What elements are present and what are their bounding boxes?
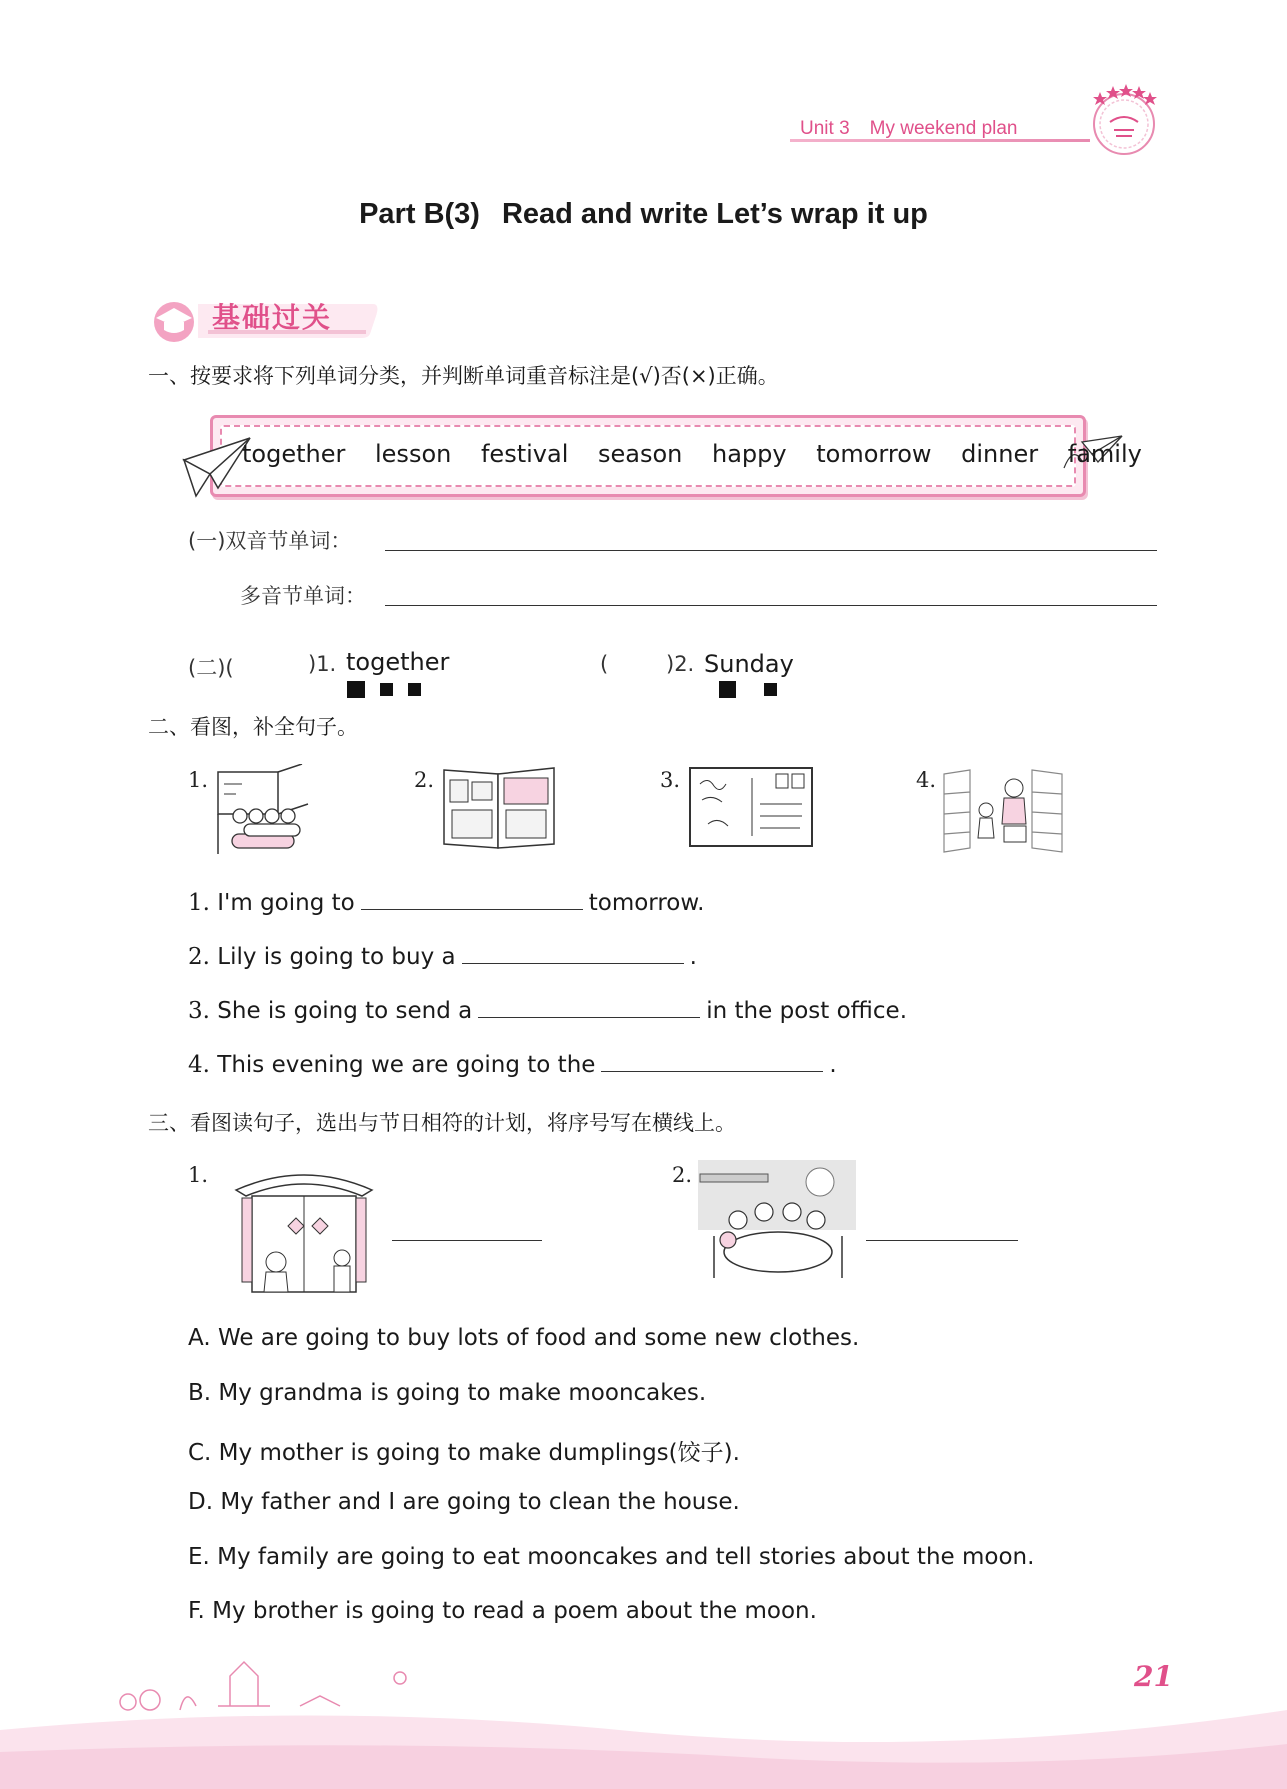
answer-blank[interactable] (462, 941, 684, 964)
picture-number: 1. (188, 1163, 209, 1187)
classroom-picture (212, 764, 312, 856)
fill-sentence-4 (188, 1049, 837, 1078)
section1-heading: 一、按要求将下列单词分类，并判断单词重音标注是(√)否(×)正确。 (148, 364, 779, 388)
lesson-title: Read and write Let’s wrap it up (501, 198, 928, 230)
stress-item1-word: together (346, 648, 450, 676)
word-item: lesson (375, 440, 452, 468)
unit-title: My weekend plan (869, 118, 1018, 139)
word-item: together (242, 440, 346, 468)
stress-answer-blank-1[interactable] (258, 652, 308, 680)
option-f: F. My brother is going to read a poem about the moon. (188, 1598, 817, 1624)
postcard-picture (688, 764, 816, 850)
word-list (242, 440, 1164, 468)
section2-heading: 二、看图，补全句子。 (148, 715, 358, 739)
stress-q-prefix: (二)( (188, 656, 234, 680)
stress-mark-weak (764, 683, 777, 696)
option-d: D. My father and I are going to clean the house. (188, 1489, 740, 1515)
word-item: happy (712, 440, 787, 468)
supermarket-picture (940, 764, 1064, 856)
answer-line-1[interactable] (392, 1240, 542, 1241)
picture-number: 2. (414, 768, 435, 792)
sentence-text: . (829, 1052, 837, 1078)
page-number: 21 (1134, 1660, 1173, 1693)
stress-answer-blank-2[interactable] (612, 652, 664, 680)
disyllabic-answer-line[interactable] (385, 550, 1157, 551)
word-item: tomorrow (816, 440, 932, 468)
option-e: E. My family are going to eat mooncakes and tell stories about the moon. (188, 1544, 1035, 1570)
stress-item2-number: )2. (666, 652, 695, 676)
polysyllabic-answer-line[interactable] (385, 605, 1157, 606)
publisher-seal-icon (1086, 82, 1162, 158)
section3-heading: 三、看图读句子，选出与节日相符的计划，将序号写在横线上。 (148, 1111, 736, 1135)
picture-number: 3. (660, 768, 681, 792)
word-item: season (598, 440, 683, 468)
sentence-text: . (689, 944, 697, 970)
option-c: C. My mother is going to make dumplings(饺子). (188, 1440, 740, 1466)
stress-item2-open: ( (600, 652, 609, 676)
sentence-number: 4. (188, 1052, 210, 1078)
sentence-number: 2. (188, 944, 210, 970)
mid-autumn-family-picture (698, 1160, 856, 1280)
section-banner-label: 基础过关 (212, 301, 333, 334)
sentence-number: 1. (188, 890, 210, 916)
fill-sentence-3 (188, 995, 907, 1024)
picture-number: 4. (916, 768, 937, 792)
word-item: dinner (961, 440, 1039, 468)
unit-number: Unit 3 (800, 118, 850, 139)
word-item: festival (480, 440, 569, 468)
answer-line-2[interactable] (866, 1240, 1018, 1241)
header-unit (800, 118, 1018, 140)
option-a: A. We are going to buy lots of food and some new clothes. (188, 1325, 860, 1351)
sentence-text: Lily is going to buy a (217, 944, 456, 970)
stress-mark-weak (408, 683, 421, 696)
answer-blank[interactable] (361, 887, 583, 910)
stress-mark-weak (380, 683, 393, 696)
fill-sentence-2 (188, 941, 697, 970)
footer-decoration (0, 1640, 1287, 1789)
page-title (0, 198, 1287, 231)
sentence-text: This evening we are going to the (217, 1052, 596, 1078)
fill-sentence-1 (188, 887, 704, 916)
option-b: B. My grandma is going to make mooncakes. (188, 1380, 707, 1406)
stress-mark-strong (719, 681, 736, 698)
sentence-text: in the post office. (706, 998, 907, 1024)
open-book-picture (440, 764, 558, 854)
header-rule (790, 139, 1090, 142)
disyllabic-label: (一)双音节单词： (188, 529, 352, 553)
spring-festival-door-picture (232, 1160, 376, 1298)
stress-item2-word: Sunday (704, 650, 794, 678)
stress-item1-number: )1. (308, 652, 337, 676)
sentence-text: tomorrow. (588, 890, 705, 916)
answer-blank[interactable] (601, 1049, 823, 1072)
stress-mark-strong (347, 681, 365, 698)
part-label: Part B(3) (359, 198, 480, 230)
sentence-number: 3. (188, 998, 210, 1024)
picture-number: 1. (188, 768, 209, 792)
picture-number: 2. (672, 1163, 693, 1187)
answer-blank[interactable] (478, 995, 700, 1018)
polysyllabic-label: 多音节单词： (240, 584, 366, 608)
word-item: family (1067, 440, 1142, 468)
sentence-text: She is going to send a (217, 998, 473, 1024)
sentence-text: I'm going to (217, 890, 355, 916)
